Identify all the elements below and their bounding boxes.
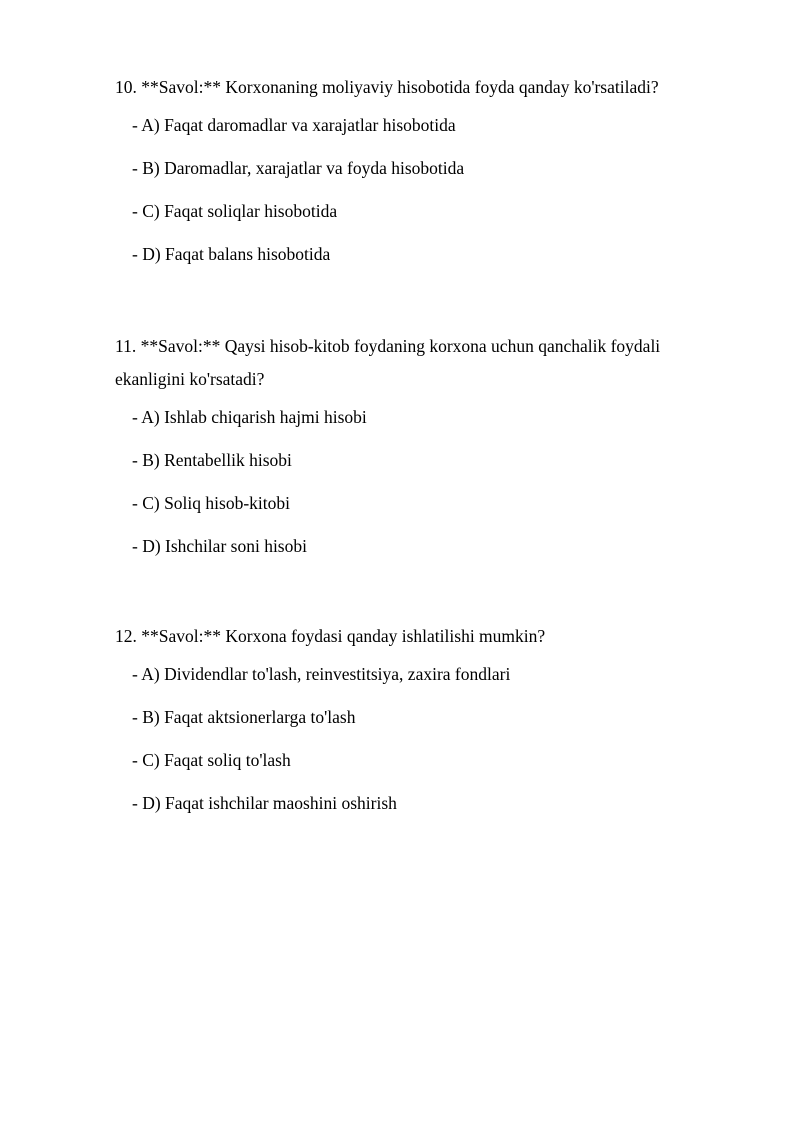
question-text: 12. **Savol:** Korxona foydasi qanday ishlatilishi mumkin? [115, 626, 546, 646]
option-c: - C) Soliq hisob-kitobi [132, 493, 290, 513]
option-c: - C) Faqat soliq to'lash [132, 750, 291, 770]
question-11 [115, 330, 715, 578]
option-c: - C) Faqat soliqlar hisobotida [132, 201, 338, 221]
question-12 [115, 620, 715, 835]
question-text: 10. **Savol:** Korxonaning moliyaviy hisobotida foyda qanday ko'rsatiladi? [115, 77, 659, 97]
question-10 [115, 71, 715, 286]
answer-options [115, 114, 715, 286]
answer-options [115, 406, 715, 578]
answer-options [115, 663, 715, 835]
option-d: - D) Faqat balans hisobotida [132, 244, 331, 264]
option-a: - A) Ishlab chiqarish hajmi hisobi [132, 407, 367, 427]
option-b: - B) Faqat aktsionerlarga to'lash [132, 707, 356, 727]
question-text: 11. **Savol:** Qaysi hisob-kitob foydaning korxona uchun qanchalik foydali ekanligini ko'rsatadi? [115, 336, 661, 389]
option-a: - A) Dividendlar to'lash, reinvestitsiya, zaxira fondlari [132, 664, 511, 684]
option-b: - B) Daromadlar, xarajatlar va foyda hisobotida [132, 158, 465, 178]
option-b: - B) Rentabellik hisobi [132, 450, 292, 470]
option-d: - D) Faqat ishchilar maoshini oshirish [132, 793, 397, 813]
option-d: - D) Ishchilar soni hisobi [132, 536, 307, 556]
option-a: - A) Faqat daromadlar va xarajatlar hisobotida [132, 115, 456, 135]
